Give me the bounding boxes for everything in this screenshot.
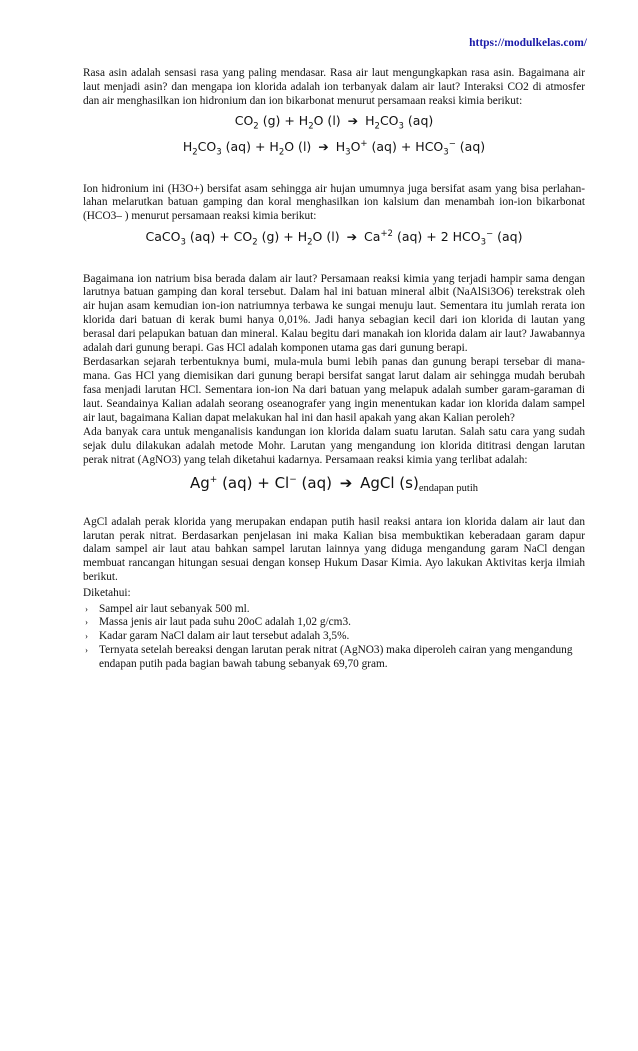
list-item: › Ternyata setelah bereaksi dengan larutan perak nitrat (AgNO3) maka diperoleh cairan yang mengandung endapan putih pada bagian bawah tabung sebanyak 69,70 gram. [85, 643, 573, 670]
history-paragraph: Berdasarkan sejarah terbentuknya bumi, mula-mula bumi lebih panas dan gunung berapi tersebar di mana-mana. Gas HCl yang diemisikan dari gunung berapi bersifat sangat larut dalam air sehingga mudah berubah fasa menjadi larutan HCl. Sementara ion-ion Na dari batuan yang melapuk adalah sumber garam-garaman di laut. Seandainya Kalian adalah seorang oseanografer yang ingin menentukan kadar ion klorida dalam sampel air laut, bagaimana Kalian dapat melakukan hal ini dan hasil apakah yang akan Kalian peroleh? [83, 356, 585, 424]
agcl-paragraph: AgCl adalah perak klorida yang merupakan endapan putih hasil reaksi antara ion klorida dalam air laut dan larutan perak nitrat. Berdasarkan penjelasan ini maka Kalian bisa membuktikan keberadaan garam dapur dalam sampel air laut atau bahkan sampel larutan lainnya yang diduga mengandung garam NaCl dengan membuat rancangan hitungan sesuai dengan konsep Hukum Dasar Kimia. Ayo lakukan Aktivitas kerja ilmiah berikut. [83, 515, 585, 583]
known-list [83, 603, 585, 672]
hydronium-paragraph: Ion hidronium ini (H3O+) bersifat asam sehingga air hujan umumnya juga bersifat asam yang bisa perlahan-lahan melarutkan batuan gamping dan koral menghasilkan ion kalsium dan menambah ion-ion bikarbonat (HCO3– ) menurut persamaan reaksi kimia berikut: [83, 182, 585, 223]
bullet-arrow-icon: › [85, 603, 88, 614]
equation-carbonic-acid: $H_2CO_3$ $(aq) + H_2O$ (l) ➔ $H_3O^+$ $(aq) + HCO_3^-$ (aq) [182, 138, 486, 158]
sodium-paragraph: Bagaimana ion natrium bisa berada dalam air laut? Persamaan reaksi kimia yang terjadi hampir sama dengan larutnya batuan gamping dan koral tersebut. Dalam hal ini batuan mineral albit (NaAlSi3O6) terekstrak oleh air hujan asam kemudian ion-ion natriumnya terbawa ke sungai menuju laut. Sementara itu jumlah rerata ion klorida dari batuan di kerak bumi hanya 0,01%. Jadi hanya sebagian kecil dari ion klorida di lautan yang berasal dari pelapukan batuan dan mineral. Kalau begitu dari manakah ion klorida dalam air laut? Jawabannya adalah dari gunung berapi. Gas HCl adalah komponen utama gas dari gunung berapi. [83, 272, 585, 354]
list-item: › Kadar garam NaCl dalam air laut tersebut adalah 3,5%. [85, 630, 350, 643]
bullet-arrow-icon: › [85, 617, 88, 628]
list-item: › Massa jenis air laut pada suhu 20oC adalah 1,02 g/cm3. [85, 616, 351, 629]
reaction-arrow-icon: ➔ [347, 113, 359, 129]
reaction-arrow-icon: ➔ [339, 473, 353, 492]
reaction-arrow-icon: ➔ [318, 139, 329, 155]
intro-paragraph: Rasa asin adalah sensasi rasa yang paling mendasar. Rasa air laut mengungkapkan rasa asin. Bagaimana air laut menjadi asin? dan mengapa ion klorida adalah ion terbanyak dalam air laut? Interaksi CO2 di atmosfer dan air menghasilkan ion hidronium dan ion bikarbonat menurut persamaan reaksi kimia berikut: [83, 67, 585, 107]
equation-limestone: CaCO$_3$ $(aq) + CO_2$ $(g) + H_2O$ (l) ➔ $Ca^{+2}$ (aq) + 2 $HCO_3^-$ (aq) [145, 228, 523, 248]
bullet-arrow-icon: › [85, 631, 88, 642]
reaction-arrow-icon: ➔ [346, 229, 358, 245]
bullet-arrow-icon: › [85, 644, 88, 655]
header-url-link[interactable]: https://modulkelas.com/ [469, 37, 587, 49]
equation-co2-water: $CO_2$ $(g) + H_2O$ (l) ➔ $H_2CO_3$ (aq) [234, 113, 434, 132]
precipitate-note: endapan putih [418, 482, 479, 494]
document-content [83, 67, 585, 672]
equation-silver-chloride: Ag+ (aq) + Cl− (aq) ➔ AgCl $(s)_{endapan putih}$ [189, 473, 479, 494]
list-item: › Sampel air laut sebanyak 500 ml. [85, 602, 250, 615]
known-label: Diketahui: [83, 586, 131, 599]
mohr-method-paragraph: Ada banyak cara untuk menganalisis kandungan ion klorida dalam suatu larutan. Salah satu cara yang sudah sejak dulu dilakukan adalah metode Mohr. Larutan yang mengandung ion klorida dititrasi dengan larutan perak nitrat (AgNO3) yang telah diketahui kadarnya. Persamaan reaksi kimia yang terlibat adalah: [83, 426, 585, 466]
